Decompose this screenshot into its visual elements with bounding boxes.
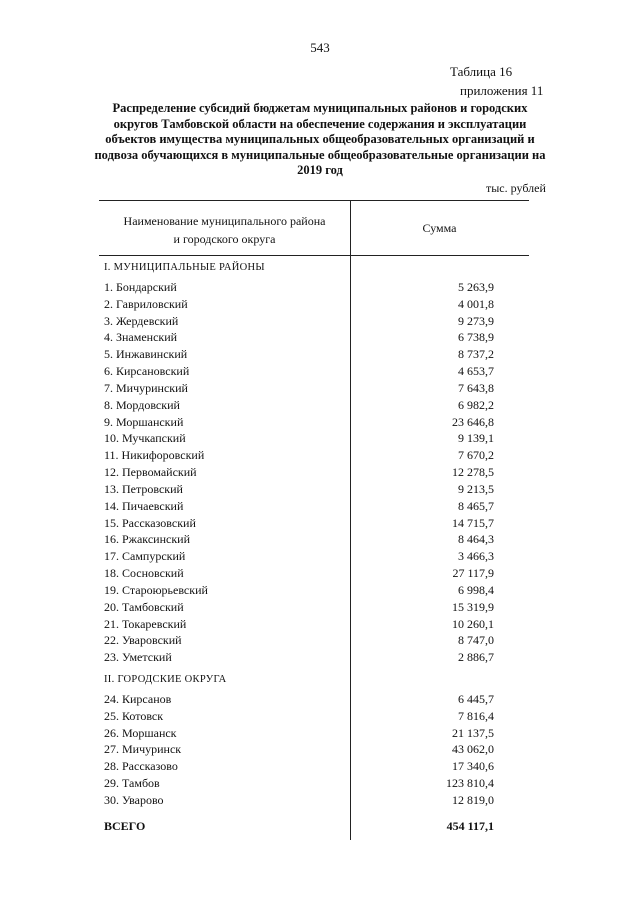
table-row xyxy=(0,725,640,742)
row-value: 8 464,3 xyxy=(458,532,494,547)
row-value: 8 747,0 xyxy=(458,633,494,648)
row-name: 11. Никифоровский xyxy=(104,448,205,463)
row-name: 8. Мордовский xyxy=(104,397,180,412)
title-line: подвоза обучающихся в муниципальные общеобразовательные организации на xyxy=(94,147,546,162)
column-header-line: Наименование муниципального района xyxy=(123,214,326,228)
column-header-name xyxy=(99,212,350,248)
row-value: 7 816,4 xyxy=(458,708,494,723)
row-value: 10 260,1 xyxy=(452,616,494,631)
row-value: 15 319,9 xyxy=(452,599,494,614)
row-name: 12. Первомайский xyxy=(104,465,197,480)
table-row xyxy=(0,741,640,758)
table-top-border xyxy=(99,200,529,201)
row-name: 16. Ржаксинский xyxy=(104,532,190,547)
table-row xyxy=(0,481,640,498)
row-name: 20. Тамбовский xyxy=(104,599,184,614)
row-value: 27 117,9 xyxy=(452,566,494,581)
row-value: 6 445,7 xyxy=(458,692,494,706)
table-row xyxy=(0,447,640,464)
row-name: 14. Пичаевский xyxy=(104,498,184,513)
table-row xyxy=(0,649,640,666)
row-value: 43 062,0 xyxy=(452,742,494,757)
row-name: 15. Рассказовский xyxy=(104,515,196,530)
row-value: 8 465,7 xyxy=(458,498,494,513)
table-row xyxy=(0,691,640,708)
table-row xyxy=(0,792,640,809)
title-line: Распределение субсидий бюджетам муниципальных районов и городских xyxy=(112,101,528,115)
table-row xyxy=(0,329,640,346)
page-number: 543 xyxy=(310,40,330,55)
row-value: 2 886,7 xyxy=(458,650,494,665)
row-value: 7 670,2 xyxy=(458,448,494,463)
row-name: 9. Моршанский xyxy=(104,414,184,429)
row-value: 7 643,8 xyxy=(458,380,494,395)
table-row xyxy=(0,548,640,565)
row-name: 13. Петровский xyxy=(104,481,183,496)
row-value: 23 646,8 xyxy=(452,414,494,429)
column-header-line: и городского округа xyxy=(173,232,276,246)
table-row xyxy=(0,380,640,397)
row-name: 3. Жердевский xyxy=(104,313,179,328)
row-name: 4. Знаменский xyxy=(104,330,178,345)
title-line: округов Тамбовской области на обеспечение содержания и эксплуатации xyxy=(113,116,527,131)
row-name: 27. Мичуринск xyxy=(104,742,182,757)
section-heading-cities: II. ГОРОДСКИЕ ОКРУГА xyxy=(104,674,227,685)
table-row xyxy=(0,616,640,633)
row-name: 6. Кирсановский xyxy=(104,364,190,379)
table-row xyxy=(0,632,640,649)
row-value: 6 738,9 xyxy=(458,330,494,345)
table-row xyxy=(0,498,640,515)
row-value: 6 998,4 xyxy=(458,582,494,597)
row-name: 2. Гавриловский xyxy=(104,296,188,311)
table-row xyxy=(0,775,640,792)
row-name: 10. Мучкапский xyxy=(104,431,186,446)
table-row xyxy=(0,464,640,481)
header-bottom-border xyxy=(99,255,529,256)
row-name: 28. Рассказово xyxy=(104,759,178,774)
row-value: 12 819,0 xyxy=(452,792,494,807)
row-value: 17 340,6 xyxy=(452,759,494,774)
table-row xyxy=(0,414,640,431)
row-value: 3 466,3 xyxy=(458,549,494,564)
row-value: 12 278,5 xyxy=(452,465,494,480)
table-row xyxy=(0,531,640,548)
row-value: 9 213,5 xyxy=(458,481,494,496)
title-line: объектов имущества муниципальных общеобразовательных организаций и xyxy=(105,132,535,146)
row-name: 1. Бондарский xyxy=(104,280,177,294)
table-row xyxy=(0,363,640,380)
table-label: Таблица 16 xyxy=(450,64,513,79)
row-name: 5. Инжавинский xyxy=(104,347,188,362)
row-value: 9 273,9 xyxy=(458,313,494,328)
row-name: 21. Токаревский xyxy=(104,616,187,631)
document-title xyxy=(80,101,560,179)
row-name: 22. Уваровский xyxy=(104,633,182,648)
row-name: 7. Мичуринский xyxy=(104,380,188,395)
table-row xyxy=(0,565,640,582)
title-line: 2019 год xyxy=(297,163,343,177)
total-value: 454 117,1 xyxy=(446,819,494,833)
table-row xyxy=(0,296,640,313)
row-name: 30. Уварово xyxy=(104,792,164,807)
row-value: 5 263,9 xyxy=(458,280,494,294)
table-row xyxy=(0,313,640,330)
total-label: ВСЕГО xyxy=(104,819,146,833)
table-row xyxy=(0,430,640,447)
table-row xyxy=(0,708,640,725)
row-name: 26. Моршанск xyxy=(104,725,177,740)
table-row xyxy=(0,582,640,599)
table-row xyxy=(0,397,640,414)
row-name: 24. Кирсанов xyxy=(104,692,172,706)
row-value: 4 653,7 xyxy=(458,364,494,379)
row-name: 18. Сосновский xyxy=(104,566,184,581)
units-label: тыс. рублей xyxy=(486,181,546,195)
row-value: 6 982,2 xyxy=(458,397,494,412)
row-name: 23. Уметский xyxy=(104,650,172,665)
table-row xyxy=(0,515,640,532)
table-row xyxy=(0,279,640,296)
row-name: 29. Тамбов xyxy=(104,776,160,791)
row-value: 123 810,4 xyxy=(446,776,494,791)
table-row xyxy=(0,346,640,363)
row-value: 4 001,8 xyxy=(458,296,494,311)
table-row xyxy=(0,599,640,616)
row-value: 9 139,1 xyxy=(458,431,494,446)
appendix-label: приложения 11 xyxy=(460,83,544,98)
section-heading-districts: I. МУНИЦИПАЛЬНЫЕ РАЙОНЫ xyxy=(104,262,265,273)
row-value: 8 737,2 xyxy=(458,347,494,362)
column-header-sum: Сумма xyxy=(422,221,457,235)
row-name: 25. Котовск xyxy=(104,708,164,723)
row-value: 14 715,7 xyxy=(452,515,494,530)
row-name: 19. Староюрьевский xyxy=(104,582,208,597)
row-value: 21 137,5 xyxy=(452,725,494,740)
table-row xyxy=(0,758,640,775)
row-name: 17. Сампурский xyxy=(104,549,186,564)
total-row xyxy=(0,818,640,835)
